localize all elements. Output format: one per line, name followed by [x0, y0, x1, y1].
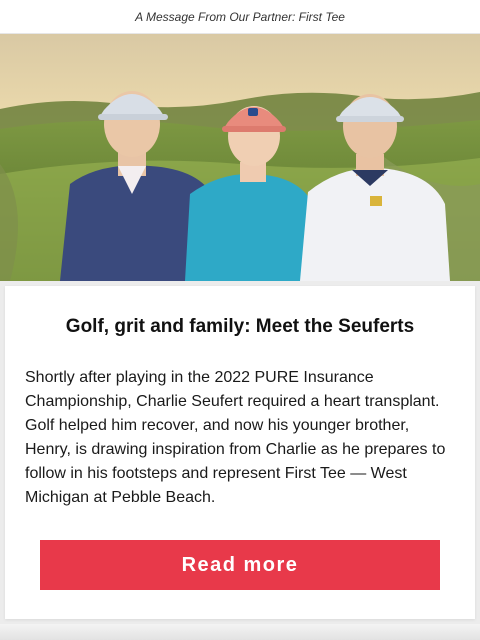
hero-photo-illustration	[0, 34, 480, 281]
next-content-preview	[0, 624, 480, 640]
story-title[interactable]: Golf, grit and family: Meet the Seuferts	[65, 316, 415, 337]
partner-message-text: A Message From Our Partner: First Tee	[135, 9, 345, 24]
read-more-button[interactable]: Read more	[40, 540, 440, 590]
partner-message-bar	[0, 0, 480, 34]
hero-photo[interactable]	[0, 34, 480, 281]
story-card	[5, 286, 475, 619]
story-body: Shortly after playing in the 2022 PURE Insurance Championship, Charlie Seufert required a heart transplant. Golf helped him recover, and now his younger brother, Henry, is drawing inspiration from Charlie as he prepares to follow in his footsteps and represent First Tee — West Michigan at Pebble Beach.	[25, 369, 446, 506]
